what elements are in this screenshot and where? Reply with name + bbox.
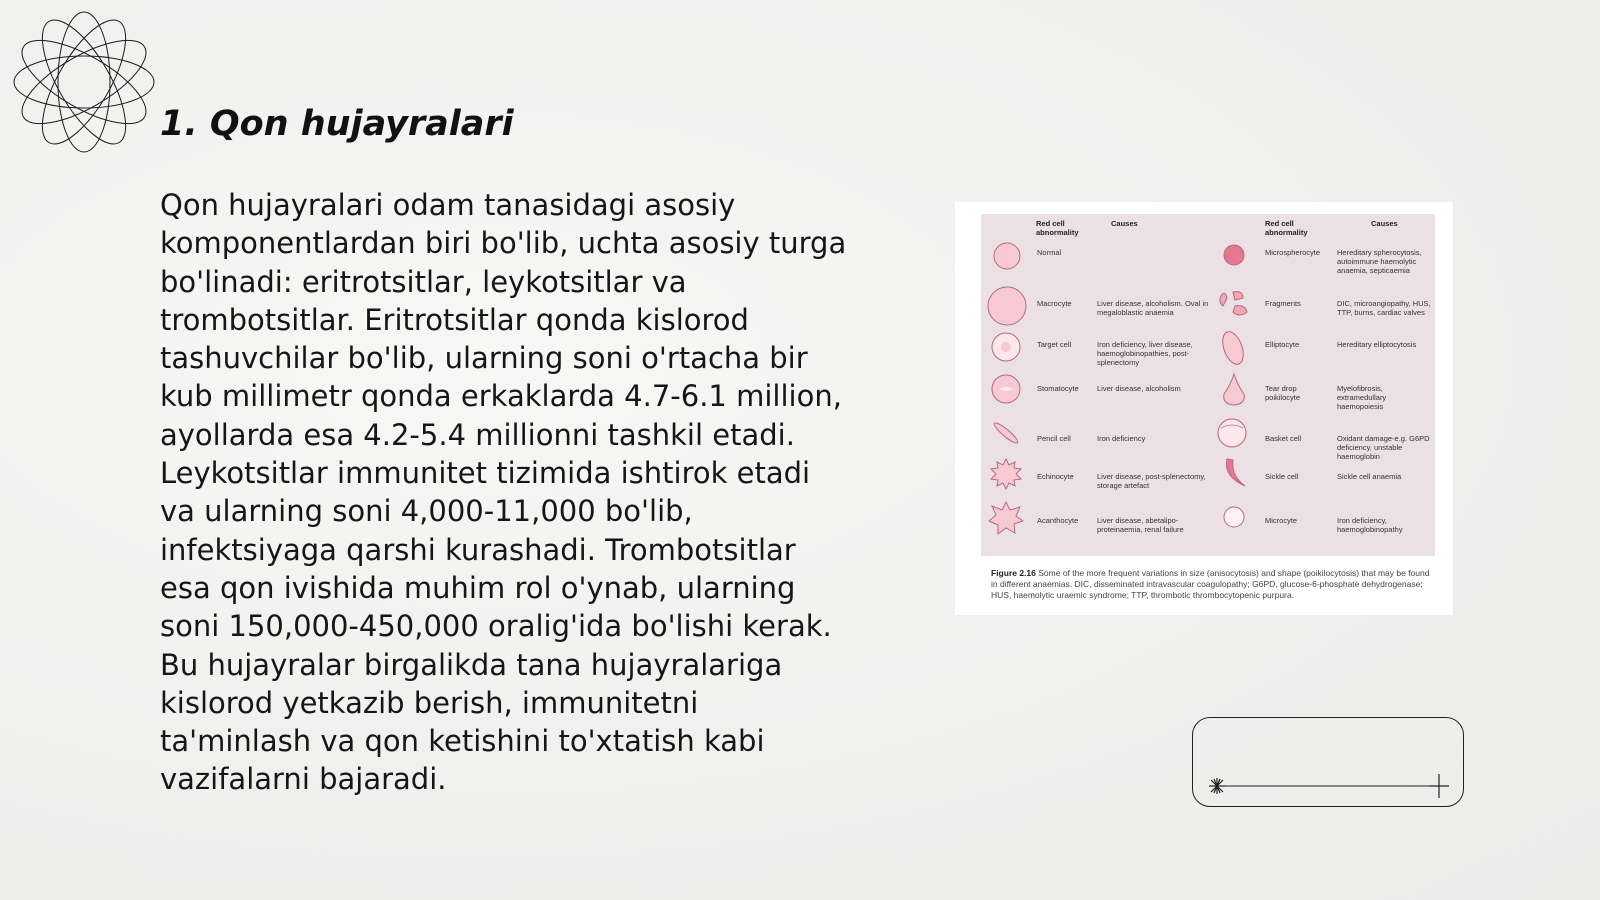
row-right-6-name: Microcyte	[1265, 516, 1298, 525]
row-right-2-name: Elliptocyte	[1265, 340, 1300, 349]
row-left-4-causes: Iron deficiency	[1097, 434, 1146, 443]
microspherocyte-icon	[1221, 242, 1247, 268]
row-right-0-name: Microspherocyte	[1265, 248, 1321, 257]
figure-caption	[991, 568, 1431, 601]
slide-body-text: Qon hujayralari odam tanasidagi asosiy komponentlardan biri bo'lib, uchta asosiy turga bo'linadi: eritrotsitlar, leykotsitlar va trombotsitlar. Eritrotsitlar qonda kislorod tashuvchilar bo'lib, ularning soni o'rtacha bir kub millimetr qonda erkaklarda 4.7-6.1 million, ayollarda esa 4.2-5.4 millionni tashkil etadi. Leykotsitlar immunitet tizimida ishtirok etadi va ularning soni 4,000-11,000 bo'lib, infektsiyaga qarshi kurashadi. Trombotsitlar esa qon ivishida muhim rol o'ynab, ularning soni 150,000-450,000 oralig'ida bo'lishi kerak. Bu hujayralar birgalikda tana hujayralariga kislorod yetkazib berish, immunitetni ta'minlash va qon ketishini to'xtatish kabi vazifalarni bajaradi.	[160, 188, 847, 797]
header-abnormality-right: Red cell abnormality	[1265, 219, 1308, 237]
header-causes-right: Causes	[1371, 219, 1398, 228]
row-left-6-causes: Liver disease, abetalipo-proteinaemia, renal failure	[1097, 516, 1184, 534]
target-cell-icon	[989, 330, 1023, 364]
row-right-1-causes: DIC, microangiopathy, HUS, TTP, burns, cardiac valves	[1337, 299, 1431, 317]
normal-cell-icon	[991, 240, 1023, 272]
row-right-3-name: Tear drop poikilocyte	[1265, 384, 1301, 402]
row-right-4-name: Basket cell	[1265, 434, 1302, 443]
row-right-1-name: Fragments	[1265, 299, 1301, 308]
row-left-3-causes: Liver disease, alcoholism	[1097, 384, 1181, 393]
sparkle-icon	[1209, 778, 1225, 794]
row-left-5-name: Echinocyte	[1037, 472, 1074, 481]
header-abnormality-left: Red cell abnormality	[1036, 219, 1079, 237]
red-cell-abnormalities-figure	[955, 202, 1453, 615]
echinocyte-icon	[989, 457, 1023, 491]
figure-caption-label: Figure 2.16	[991, 568, 1036, 578]
row-right-4-causes: Oxidant damage-e.g. G6PD deficiency, unstable haemoglobin	[1337, 434, 1430, 461]
acanthocyte-icon	[987, 500, 1025, 536]
row-right-2-causes: Hereditary elliptocytosis	[1337, 340, 1417, 349]
row-right-6-causes: Iron deficiency, haemoglobinopathy	[1337, 516, 1403, 534]
row-left-4-name: Pencil cell	[1037, 434, 1071, 443]
row-left-2-name: Target cell	[1037, 340, 1072, 349]
tear-drop-icon	[1219, 372, 1249, 408]
stomatocyte-icon	[989, 372, 1023, 406]
row-left-3-name: Stomatocyte	[1037, 384, 1079, 393]
row-left-6-name: Acanthocyte	[1037, 516, 1079, 525]
row-right-3-causes: Myelofibrosis, extramedullary haemopoiesis	[1337, 384, 1387, 411]
plus-icon	[1429, 774, 1449, 798]
elliptocyte-icon	[1217, 328, 1249, 368]
slide-title: 1. Qon hujayralari	[160, 104, 514, 144]
row-left-1-causes: Liver disease, alcoholism. Oval in megaloblastic anaemia	[1097, 299, 1209, 317]
header-causes-left: Causes	[1111, 219, 1138, 228]
row-right-0-causes: Hereditary spherocytosis, autoimmune haemolytic anaemia, septicaemia	[1337, 248, 1422, 275]
macrocyte-icon	[985, 284, 1029, 328]
row-left-0-name: Normal	[1037, 248, 1062, 257]
orbit-logo-icon	[12, 10, 156, 154]
row-right-5-causes: Sickle cell anaemia	[1337, 472, 1402, 481]
row-left-1-name: Macrocyte	[1037, 299, 1072, 308]
figure-table	[981, 214, 1435, 556]
row-left-2-causes: Iron deficiency, liver disease, haemoglobinopathies, post-splenectomy	[1097, 340, 1193, 367]
slider-line	[1193, 718, 1465, 808]
decorative-slider-frame	[1192, 717, 1464, 807]
microcyte-icon	[1221, 504, 1247, 530]
fragments-icon	[1215, 286, 1255, 322]
basket-cell-icon	[1215, 416, 1249, 450]
row-right-5-name: Sickle cell	[1265, 472, 1299, 481]
row-left-5-causes: Liver disease, post-splenectomy, storage artefact	[1097, 472, 1206, 490]
figure-caption-text: Some of the more frequent variations in size (anisocytosis) and shape (poikilocytosis) that may be found in different anaemias. DIC, disseminated intravascular coagulopathy; G6PD, glucose-6-phosphate dehydrogenase; HUS, haemolytic uraemic syndrome; TTP, thrombotic thrombocytopenic purpura.	[991, 568, 1430, 600]
sickle-cell-icon	[1219, 456, 1249, 490]
pencil-cell-icon	[989, 418, 1023, 448]
